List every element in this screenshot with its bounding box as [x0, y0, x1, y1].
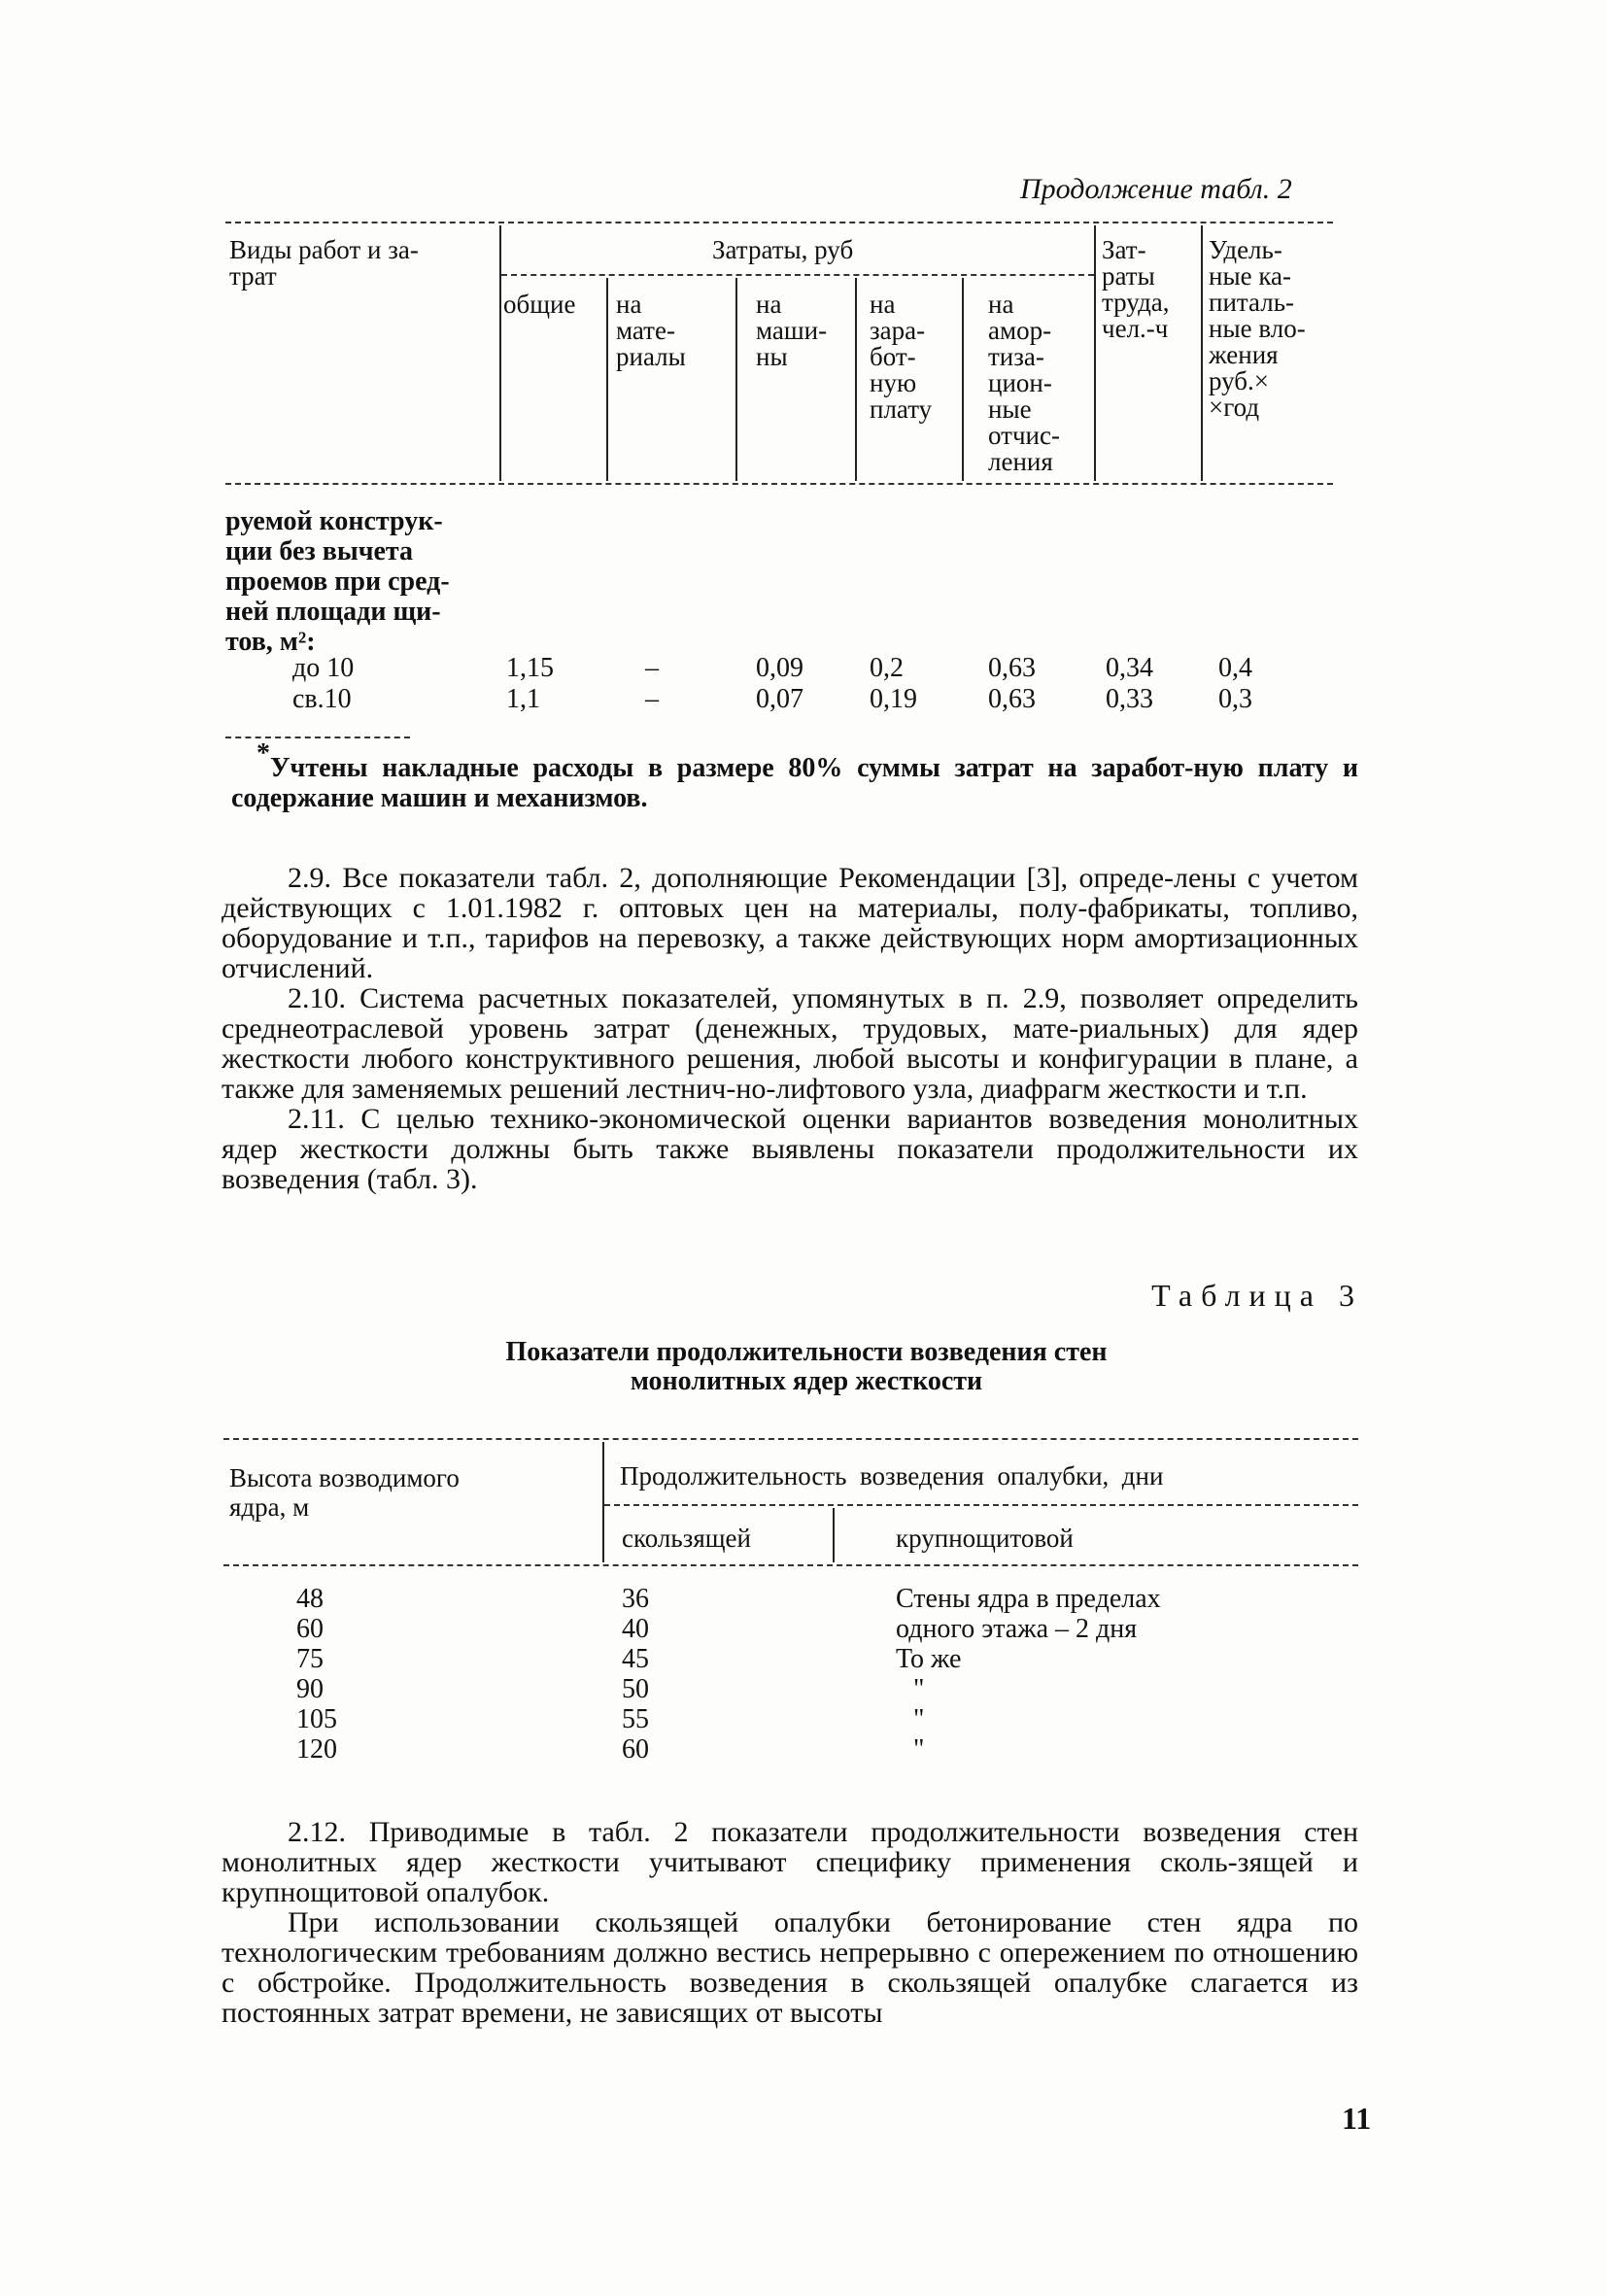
column-divider	[1201, 225, 1203, 481]
table-continuation-title: Продолжение табл. 2	[1020, 173, 1292, 205]
cell-height: 105	[296, 1704, 337, 1734]
cell-panel: одного этажа – 2 дня	[896, 1614, 1138, 1644]
cell-machines: 0,07	[756, 684, 803, 714]
paragraph-2-12: 2.12. Приводимые в табл. 2 показатели продолжительности возведения стен монолитных ядер жесткости учитывают специфику применения сколь-зящей и крупнощитовой опалубок.	[222, 1816, 1358, 1908]
column-divider	[855, 278, 857, 481]
cell-capital: 0,3	[1218, 684, 1252, 714]
cell-sliding: 36	[622, 1584, 649, 1614]
table-3-label: Таблица 3	[1151, 1278, 1363, 1313]
costs-group-rule	[501, 274, 1094, 276]
column-divider	[602, 1442, 604, 1562]
cell-labor: 0,33	[1106, 684, 1153, 714]
cell-height: 90	[296, 1674, 324, 1704]
header-materials: на мате- риалы	[616, 290, 686, 371]
cell-panel: "	[913, 1704, 925, 1734]
cell-sliding: 60	[622, 1734, 649, 1765]
body-text-block	[222, 863, 1358, 1194]
cell-materials: –	[645, 653, 659, 683]
row-group-label: руемой конструк- ции без вычета проемов при сред- ней площади щи- тов, м²:	[225, 506, 450, 657]
cell-panel: Стены ядра в пределах	[896, 1584, 1161, 1614]
paragraph-2-12-continued: При использовании скользящей опалубки бетонирование стен ядра по технологическим требованиям должно вестись непрерывно с опережением по отношению с обстройке. Продолжительность возведения в скользящей опалубке слагается из постоянных затрат времени, не зависящих от высоты	[222, 1906, 1358, 2029]
cell-amortization: 0,63	[988, 684, 1036, 714]
subheader-rule	[604, 1504, 1358, 1506]
header-bottom-rule	[225, 483, 1333, 485]
cell-height: 48	[296, 1584, 324, 1614]
cell-total: 1,15	[506, 653, 554, 683]
header-amortization: на амор- тиза- цион- ные отчис- ления	[988, 290, 1060, 476]
cell-sliding: 45	[622, 1644, 649, 1674]
header-height: Высота возводимого ядра, м	[229, 1463, 460, 1522]
cell-panel: "	[913, 1674, 925, 1704]
paragraph-2-9: 2.9. Все показатели табл. 2, дополняющие Рекомендации [3], опреде-лены с учетом действующих с 1.01.1982 г. оптовых цен на материалы, полу-фабрикаты, топливо, оборудование и т.п., тарифов на перевозку, а также действующих норм амортизационных отчислений.	[222, 862, 1358, 984]
header-costs-group: Затраты, руб	[712, 235, 854, 264]
cell-sliding: 40	[622, 1614, 649, 1644]
page-number: 11	[1342, 2101, 1372, 2136]
header-duration: Продолжительность возведения опалубки, дни	[620, 1461, 1164, 1491]
header-capital: Удель- ные ка- питаль- ные вло- жения руб.× ×год	[1209, 235, 1306, 422]
column-divider	[833, 1508, 835, 1562]
paragraph-2-11: 2.11. С целью технико-экономической оценки вариантов возведения монолитных ядер жесткости должны быть также выявлены показатели продолжительности их возведения (табл. 3).	[222, 1103, 1358, 1195]
body-text-block	[222, 1817, 1358, 2028]
cell-sliding: 55	[622, 1704, 649, 1734]
header-total: общие	[503, 290, 576, 319]
cell-height: 120	[296, 1734, 337, 1765]
cell-labor: 0,34	[1106, 653, 1153, 683]
column-divider	[499, 225, 501, 481]
header-work-types: Виды работ и за- трат	[229, 235, 419, 291]
footnote-mark: *	[256, 738, 270, 769]
cell-wages: 0,19	[870, 684, 917, 714]
table-top-rule	[223, 1438, 1358, 1440]
cell-total: 1,1	[506, 684, 540, 714]
table-top-rule	[225, 222, 1333, 223]
cell-panel: То же	[896, 1644, 962, 1674]
cell-machines: 0,09	[756, 653, 803, 683]
cell-capital: 0,4	[1218, 653, 1252, 683]
cell-wages: 0,2	[870, 653, 904, 683]
table-3-title: Показатели продолжительности возведения стен монолитных ядер жесткости	[505, 1337, 1108, 1396]
cell-sliding: 50	[622, 1674, 649, 1704]
row-label: до 10	[292, 653, 355, 683]
cell-panel: "	[913, 1734, 925, 1765]
column-divider	[606, 278, 608, 481]
header-labor: Зат- раты труда, чел.-ч	[1102, 235, 1170, 343]
column-divider	[962, 278, 964, 481]
table-footnote: Учтены накладные расходы в размере 80% суммы затрат на заработ-ную плату и содержание машин и механизмов.	[231, 753, 1358, 813]
header-sliding: скользящей	[622, 1524, 751, 1553]
footnote-rule	[225, 737, 410, 738]
cell-amortization: 0,63	[988, 653, 1036, 683]
header-panel: крупнощитовой	[896, 1524, 1074, 1553]
cell-height: 60	[296, 1614, 324, 1644]
cell-height: 75	[296, 1644, 324, 1674]
column-divider	[735, 278, 737, 481]
header-wages: на зара- бот- ную плату	[870, 290, 933, 424]
header-bottom-rule	[223, 1564, 1358, 1566]
column-divider	[1094, 225, 1096, 481]
row-label: св.10	[292, 684, 352, 714]
paragraph-2-10: 2.10. Система расчетных показателей, упомянутых в п. 2.9, позволяет определить среднеотраслевой уровень затрат (денежных, трудовых, мате-риальных) для ядер жесткости любого конструктивного решения, любой высоты и конфигурации в плане, а также для заменяемых решений лестнич-но-лифтового узла, диафрагм жесткости и т.п.	[222, 982, 1358, 1105]
cell-materials: –	[645, 684, 659, 714]
header-machines: на маши- ны	[756, 290, 828, 371]
